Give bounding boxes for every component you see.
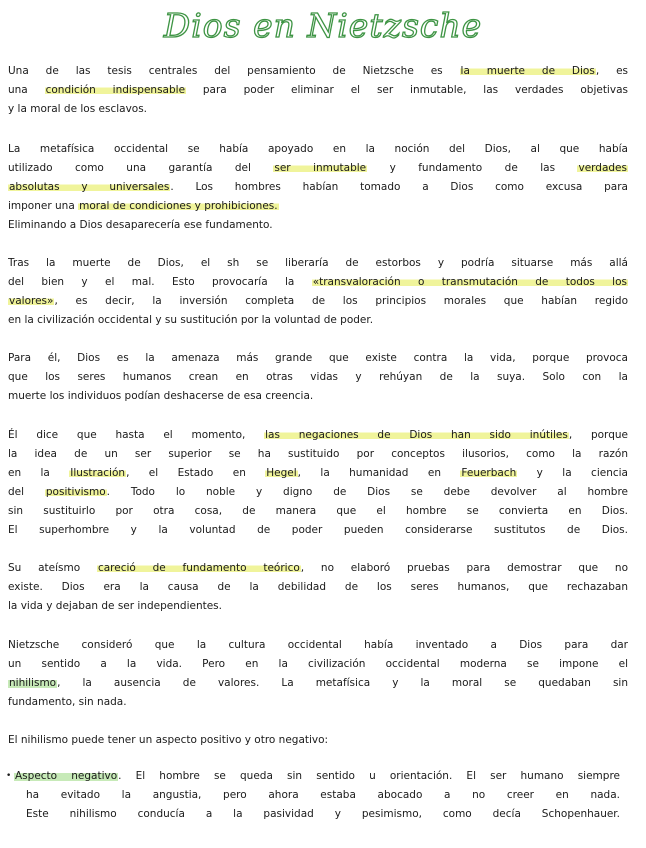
paragraph-ateismo — [8, 559, 628, 616]
highlight: las negaciones de Dios han sido inútiles — [265, 429, 568, 441]
highlight: Hegel — [266, 467, 297, 479]
text-line: valores», es decir, la inversión completa de los principios morales que habían regido — [9, 295, 628, 307]
text-line: utilizado como una garantía del ser inmutable y fundamento de las verdades — [8, 162, 627, 174]
page-title: Dios en Nietzsche — [163, 6, 483, 45]
highlight: absolutas y universales — [9, 181, 170, 193]
highlight: Ilustración — [70, 467, 126, 479]
text-line: El nihilismo puede tener un aspecto positivo y otro negativo: — [8, 734, 329, 746]
text-line: Tras la muerte de Dios, el sh se liberaría de estorbos y podría situarse más allá — [8, 257, 628, 269]
text-line: absolutas y universales. Los hombres habían tomado a Dios como excusa para — [9, 181, 628, 193]
text-line: fundamento, sin nada. — [8, 696, 127, 708]
text-line: muerte los individuos podían deshacerse de esa creencia. — [8, 390, 314, 402]
highlight: verdades — [578, 162, 627, 174]
highlight: Feuerbach — [461, 467, 517, 479]
highlight: «transvaloración o transmutación de todos los — [312, 276, 627, 288]
bullet-aspecto-negativo — [8, 767, 620, 824]
paragraph-aspectos — [8, 731, 628, 750]
text-line: existe. Dios era la causa de la debilidad de los seres humanos, que rechazaban — [8, 581, 628, 593]
paragraph-amenaza — [8, 349, 628, 406]
text-line: la vida y dejaban de ser independientes. — [8, 600, 222, 612]
highlight: positivismo — [45, 486, 106, 498]
highlight: ser inmutable — [274, 162, 367, 174]
highlight: valores» — [9, 295, 54, 307]
text-line: sin sustituirlo por otra cosa, de manera que el hombre se convierta en Dios. — [8, 505, 628, 517]
text-line: Aspecto negativo. El hombre se queda sin sentido u orientación. El ser humano siempre — [15, 770, 620, 782]
text-line: la idea de un ser superior se ha sustituido por conceptos ilusorios, como la razón — [8, 448, 628, 460]
paragraph-metafisica — [8, 140, 628, 235]
text-line: Eliminando a Dios desaparecería ese fundamento. — [8, 219, 273, 231]
text-line: un sentido a la vida. Pero en la civilización occidental moderna se impone el — [8, 658, 628, 670]
text-line: Una de las tesis centrales del pensamiento de Nietzsche es la muerte de Dios, es — [8, 65, 628, 77]
text-line: en la Ilustración, el Estado en Hegel, la humanidad en Feuerbach y la ciencia — [8, 467, 628, 479]
highlight: Aspecto negativo — [15, 770, 118, 782]
text-line: Nietzsche consideró que la cultura occidental había inventado a Dios para dar — [8, 639, 628, 651]
text-line: Él dice que hasta el momento, las negaciones de Dios han sido inútiles, porque — [8, 429, 628, 441]
text-line: imponer una moral de condiciones y prohibiciones. — [8, 200, 278, 212]
text-line: en la civilización occidental y su sustitución por la voluntad de poder. — [8, 314, 374, 326]
bullet-icon: • — [6, 771, 12, 781]
text-line: Para él, Dios es la amenaza más grande que existe contra la vida, porque provoca — [8, 352, 628, 364]
highlight: condición indispensable — [45, 84, 186, 96]
text-line: ha evitado la angustia, pero ahora estaba abocado a no creer en nada. — [26, 789, 620, 801]
text-line: que los seres humanos crean en otras vidas y rehúyan de la suya. Solo con la — [8, 371, 628, 383]
text-line: nihilismo, la ausencia de valores. La metafísica y la moral se quedaban sin — [9, 677, 628, 689]
paragraph-muerte-de-dios — [8, 62, 628, 119]
text-line: y la moral de los esclavos. — [8, 103, 148, 115]
paragraph-nihilismo — [8, 636, 628, 712]
highlight: la muerte de Dios — [460, 65, 595, 77]
highlight: careció de fundamento teórico — [97, 562, 300, 574]
highlight: moral de condiciones y prohibiciones. — [79, 200, 278, 212]
paragraph-transvaloracion — [8, 254, 628, 330]
text-line: del positivismo. Todo lo noble y digno de Dios se debe devolver al hombre — [8, 486, 628, 498]
text-line: El superhombre y la voluntad de poder pueden considerarse sustitutos de Dios. — [8, 524, 628, 536]
text-line: Este nihilismo conducía a la pasividad y pesimismo, como decía Schopenhauer. — [26, 808, 620, 820]
text-line: Su ateísmo careció de fundamento teórico, no elaboró pruebas para demostrar que no — [8, 562, 628, 574]
text-line: una condición indispensable para poder eliminar el ser inmutable, las verdades objetivas — [8, 84, 628, 96]
highlight: nihilismo — [9, 677, 57, 689]
text-line: La metafísica occidental se había apoyado en la noción del Dios, al que había — [8, 143, 628, 155]
paragraph-negaciones — [8, 426, 628, 540]
text-line: del bien y el mal. Esto provocaría la «transvaloración o transmutación de todos los — [8, 276, 627, 288]
